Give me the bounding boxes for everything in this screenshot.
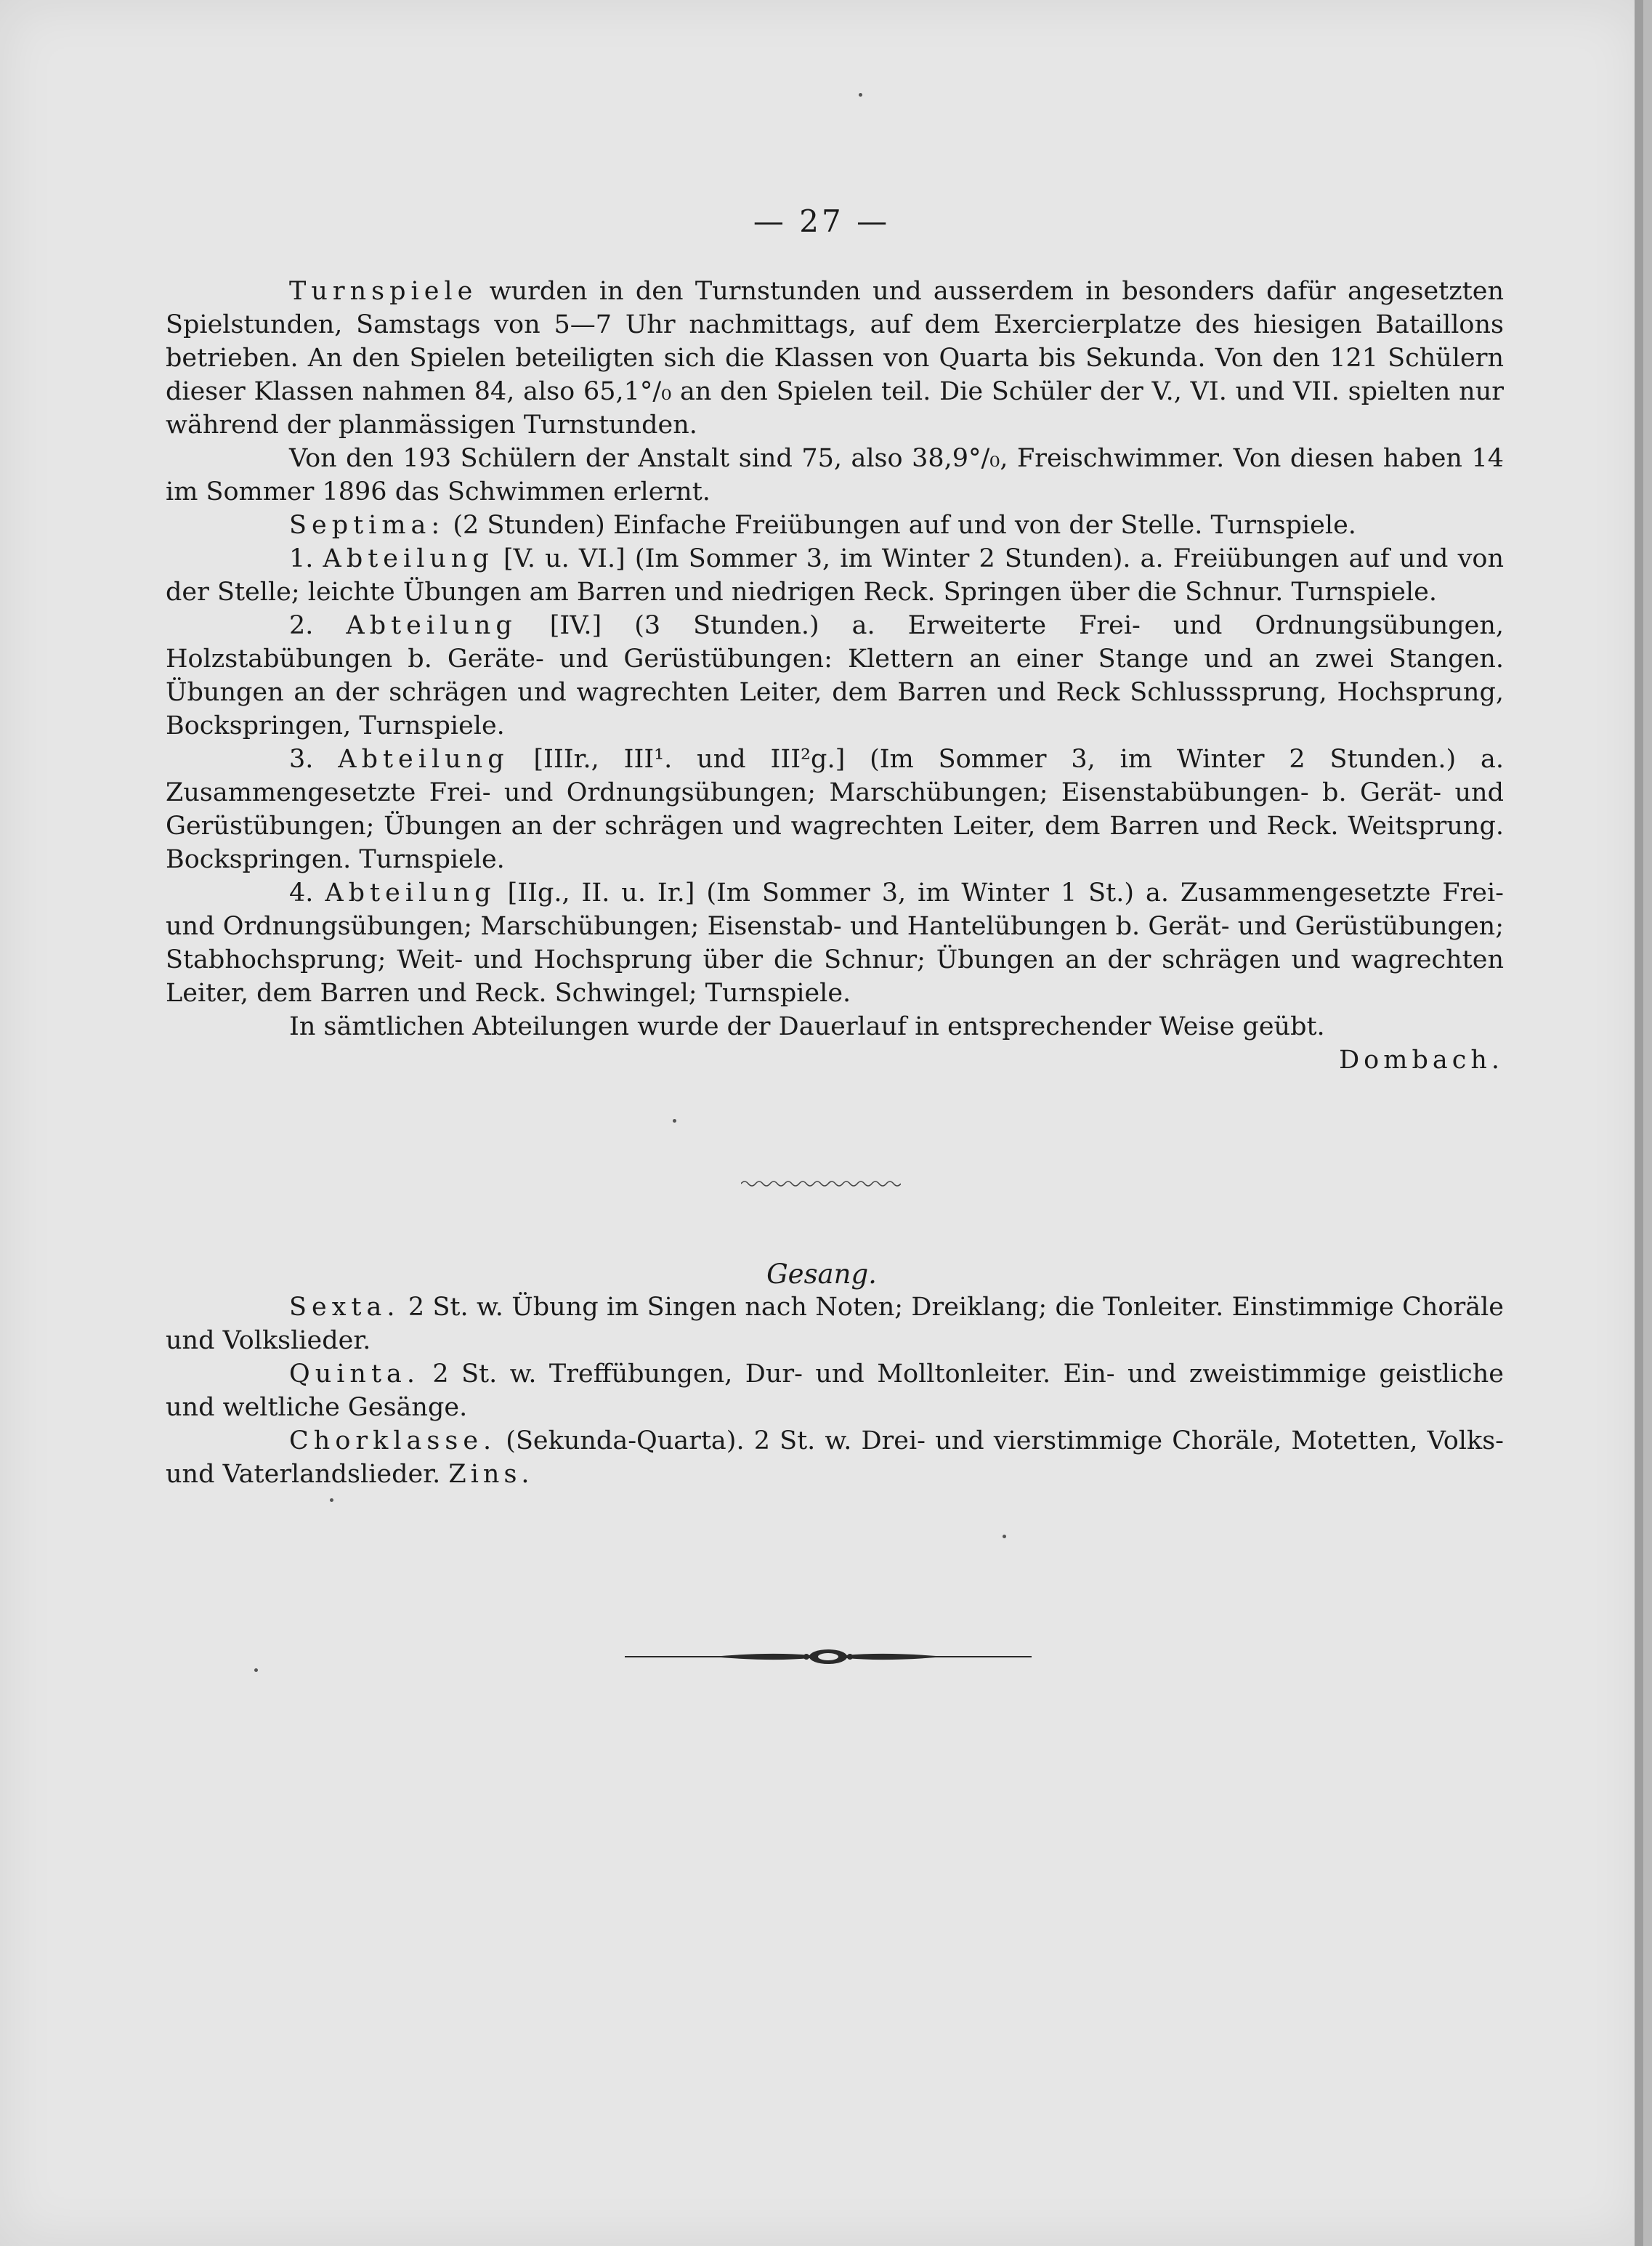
paragraph-abteilung-1 (166, 542, 1504, 609)
text-abteilung-4: [IIg., II. u. Ir.] (Im Sommer 3, im Winter 1 St.) a. Zusammengesetzte Frei- und Ordnungsübungen; Marschübungen; Eisenstab- und Hantelübungen b. Gerät- und Gerüstübungen; Stabhochsprung; Weit- und Hochsprung über die Schnur; Übungen an der schrägen und wagrechten Leiter, dem Barren und Reck. Schwingel; Turnspiele. (166, 878, 1504, 1008)
lead-septima: Septima: (289, 511, 445, 540)
paragraph-sexta (166, 1290, 1504, 1357)
text-abteilung-3: [IIIr., III¹. und III²g.] (Im Sommer 3, im Winter 2 Stunden.) a. Zusammengesetzte Frei- und Ordnungsübungen; Marschübungen; Eisenstabübungen- b. Gerät- und Gerüstübungen; Übungen an der schrägen und wagrechten Leiter, dem Barren und Reck. Weitsprung. Bockspringen. Turnspiele. (166, 745, 1504, 874)
closing-ornament-rule (625, 1646, 1032, 1668)
paragraph-septima (166, 509, 1504, 542)
num-abteilung-4: 4. (289, 878, 314, 908)
paragraph-schwimmen (166, 442, 1504, 509)
scan-speck (330, 1498, 333, 1502)
gesang-section (166, 1290, 1504, 1491)
signature-zins: Zins. (448, 1460, 534, 1489)
signature-line-turnen (166, 1043, 1504, 1077)
text-abteilung-2: [IV.] (3 Stunden.) a. Erweiterte Frei- und Ordnungsübungen, Holzstabübungen b. Geräte- und Gerüstübungen: Klettern an einer Stange und an zwei Stangen. Übungen an der schrägen und wagrechten Leiter, dem Barren und Reck Schlusssprung, Hochsprung, Bockspringen, Turnspiele. (166, 611, 1504, 740)
text-sexta: 2 St. w. Übung im Singen nach Noten; Dreiklang; die Tonleiter. Einstimmige Choräle und Volkslieder. (166, 1293, 1504, 1355)
turnen-section (166, 275, 1504, 1077)
lead-abteilung-2: Abteilung (346, 611, 517, 640)
paragraph-quinta (166, 1357, 1504, 1424)
num-abteilung-3: 3. (289, 745, 314, 774)
section-title-gesang: Gesang. (766, 1259, 877, 1290)
lead-abteilung-1: Abteilung (323, 544, 494, 573)
scan-speck (859, 93, 862, 97)
text-turnspiele: wurden in den Turnstunden und ausserdem in besonders dafür angesetzten Spielstunden, Samstags von 5—7 Uhr nachmittags, auf dem Exercierplatze des hiesigen Bataillons betrieben. An den Spielen beteiligten sich die Klassen von Quarta bis Sekunda. Von den 121 Schülern dieser Klassen nahmen 84, also 65,1°/₀ an den Spielen teil. Die Schüler der V., VI. und VII. spielten nur während der planmässigen Turnstunden. (166, 277, 1504, 440)
paragraph-chorklasse (166, 1424, 1504, 1491)
page-edge (1635, 0, 1643, 2246)
scan-speck (673, 1119, 676, 1123)
lead-abteilung-3: Abteilung (338, 745, 509, 774)
lead-quinta: Quinta. (289, 1360, 421, 1389)
text-chorklasse: (Sekunda-Quarta). 2 St. w. Drei- und vierstimmige Choräle, Motetten, Volks- und Vaterlandslieder. (166, 1426, 1504, 1489)
paragraph-abteilung-4 (166, 876, 1504, 1010)
lead-sexta: Sexta. (289, 1293, 400, 1322)
num-abteilung-2: 2. (289, 611, 314, 640)
lead-chorklasse: Chorklasse. (289, 1426, 497, 1455)
text-septima: (2 Stunden) Einfache Freiübungen auf und von der Stelle. Turnspiele. (445, 511, 1356, 540)
signature-dombach: Dombach. (1339, 1046, 1504, 1075)
num-abteilung-1: 1. (289, 544, 314, 573)
lead-turnspiele: Turnspiele (289, 277, 478, 306)
paragraph-abteilung-2 (166, 609, 1504, 743)
section-divider-squiggle (741, 1179, 901, 1189)
lead-abteilung-4: Abteilung (325, 878, 496, 908)
scan-speck (1003, 1535, 1006, 1538)
scan-speck (254, 1668, 258, 1672)
paragraph-turnspiele (166, 275, 1504, 442)
page-number: — 27 — (753, 203, 891, 239)
text-schwimmen: Von den 193 Schülern der Anstalt sind 75, also 38,9°/₀, Freischwimmer. Von diesen haben 14 im Sommer 1896 das Schwimmen erlernt. (166, 444, 1504, 506)
text-dauerlauf: In sämtlichen Abteilungen wurde der Dauerlauf in entsprechender Weise geübt. (289, 1012, 1325, 1041)
text-abteilung-1: [V. u. VI.] (Im Sommer 3, im Winter 2 Stunden). a. Freiübungen auf und von der Stelle; leichte Übungen am Barren und niedrigen Reck. Springen über die Schnur. Turnspiele. (166, 544, 1504, 607)
paragraph-dauerlauf (166, 1010, 1504, 1043)
paragraph-abteilung-3 (166, 743, 1504, 876)
text-quinta: 2 St. w. Treffübungen, Dur- und Molltonleiter. Ein- und zweistimmige geistliche und weltliche Gesänge. (166, 1360, 1504, 1422)
